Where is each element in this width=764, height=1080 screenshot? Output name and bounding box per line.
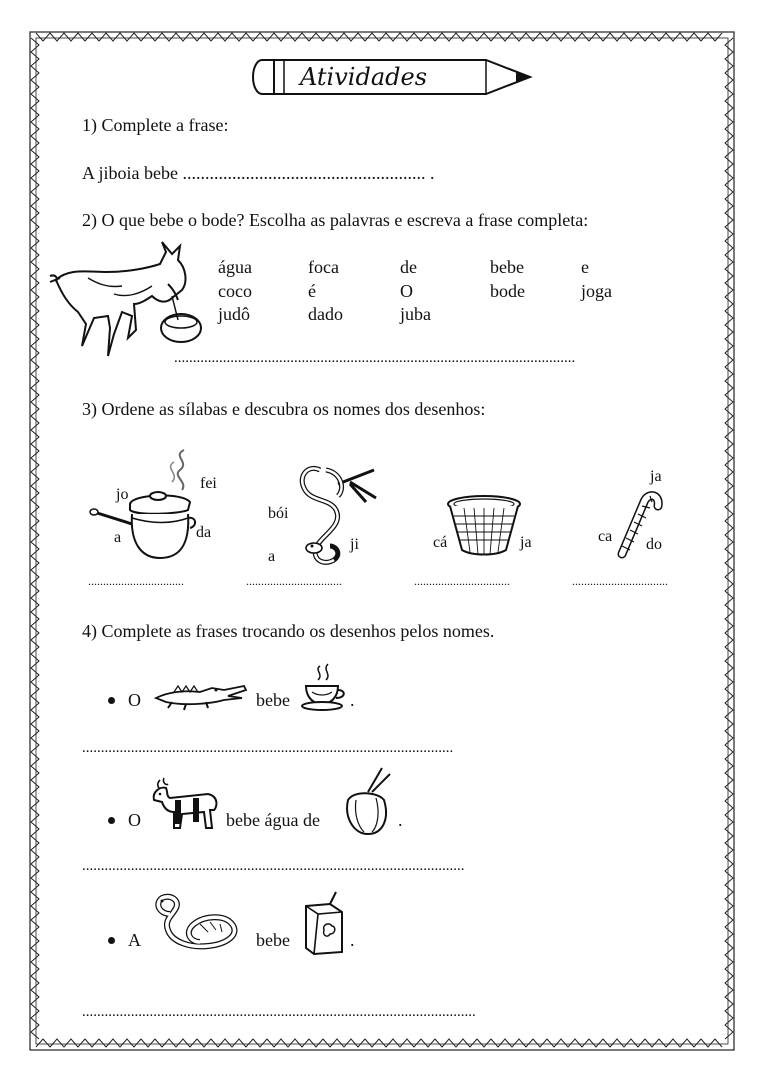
q4-item2-end: . [398,810,403,830]
bullet [108,817,115,824]
q3-heading: 3) Ordene as sílabas e descubra os nomes dos desenhos: [82,399,486,419]
snake-syllable-ji: ji [350,536,359,553]
word-juba[interactable]: juba [400,304,431,324]
q3-answer-line-2[interactable]: ................................ [246,574,342,588]
q3-answer-line-4[interactable]: ................................ [572,574,668,588]
word-dado[interactable]: dado [308,304,343,324]
q4-item1-prefix: O [128,690,141,710]
word-agua[interactable]: água [218,257,252,277]
q4-item1-middle: bebe [256,690,290,710]
q3-answer-line-3[interactable]: ................................ [414,574,510,588]
basket-image [446,494,522,558]
coconut-image [340,766,394,838]
snake-syllable-a: a [268,548,276,565]
snake-syllable-boi: bói [268,505,289,522]
pot-syllable-fei: fei [200,475,217,492]
cane-syllable-ja: ja [650,468,662,485]
pot-syllable-jo: jo [116,486,129,503]
q4-item2-middle: bebe água de [226,810,320,830]
bullet [108,937,115,944]
word-e[interactable]: e [581,257,589,277]
snake-on-branch-image [290,462,380,572]
word-joga[interactable]: joga [581,281,612,301]
q4-heading: 4) Complete as frases trocando os desenhos pelos nomes. [82,621,495,641]
basket-syllable-ja: ja [520,534,532,551]
pot-image [92,444,202,564]
goat-image [152,774,222,832]
q3-answer-line-1[interactable]: ................................ [88,574,184,588]
word-judo[interactable]: judô [218,304,251,324]
coiled-snake-image [150,894,242,954]
q4-answer-line-1[interactable]: ................................................................................................... [82,740,454,756]
word-bode[interactable]: bode [490,281,525,301]
bullet [108,697,115,704]
q4-answer-line-2[interactable]: ...................................................................................................... [82,858,465,874]
cane-syllable-ca: ca [598,528,613,545]
goat-drinking-coconut-image [48,238,208,358]
q4-answer-line-3[interactable]: ......................................................................................................... [82,1004,476,1020]
crocodile-image [154,676,248,710]
word-bebe[interactable]: bebe [490,257,524,277]
teacup-image [300,662,348,712]
q4-item1-end: . [350,690,355,710]
q4-item3-prefix: A [128,930,141,950]
word-e-accent[interactable]: é [308,281,316,301]
pot-syllable-da: da [196,524,212,541]
q1-sentence[interactable]: A jiboia bebe ...................................................... . [82,163,435,183]
word-o[interactable]: O [400,281,413,301]
word-coco[interactable]: coco [218,281,252,301]
juice-box-image [302,892,348,956]
pot-syllable-a: a [114,529,122,546]
q2-answer-line[interactable]: ........................................................................................................... [174,350,576,366]
word-de[interactable]: de [400,257,417,277]
page-title: Atividades [300,63,428,91]
q4-item2-prefix: O [128,810,141,830]
q2-heading: 2) O que bebe o bode? Escolha as palavras e escreva a frase completa: [82,210,589,230]
cane-syllable-do: do [646,536,662,553]
word-foca[interactable]: foca [308,257,339,277]
q1-heading: 1) Complete a frase: [82,115,229,135]
q4-item3-middle: bebe [256,930,290,950]
q4-item3-end: . [350,930,355,950]
basket-syllable-ca: cá [433,534,448,551]
